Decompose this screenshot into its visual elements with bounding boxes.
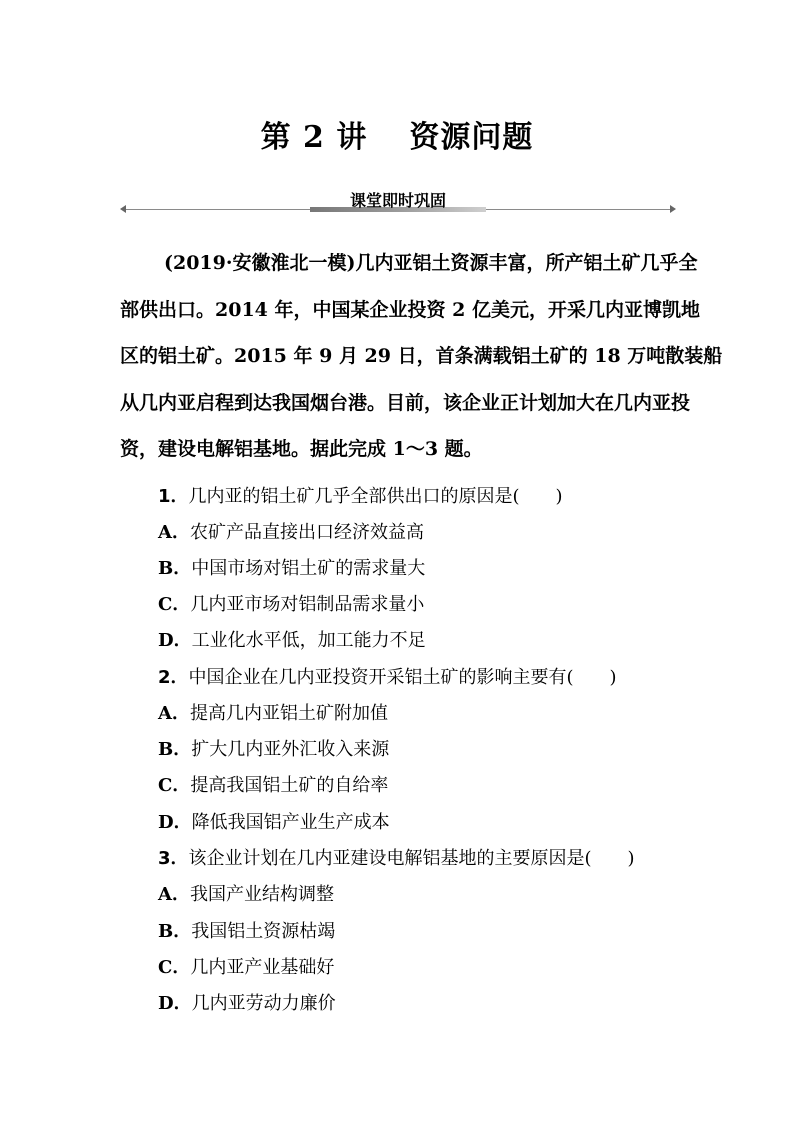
lesson-number: 第 2 讲: [260, 120, 368, 155]
question-2-option-b[interactable]: B．扩大几内亚外汇收入来源: [158, 739, 390, 760]
page-title: [0, 112, 794, 156]
intro-line: 部供出口。2014 年，中国某企业投资 2 亿美元，开采几内亚博凯地: [120, 298, 700, 321]
question-3-option-b[interactable]: B．我国铝土资源枯竭: [158, 921, 336, 942]
intro-line: 从几内亚启程到达我国烟台港。目前，该企业正计划加大在几内亚投: [120, 391, 691, 414]
question-1-option-c[interactable]: C．几内亚市场对铝制品需求量小: [158, 594, 425, 615]
section-banner: [120, 188, 676, 214]
lesson-topic: 资源问题: [409, 120, 534, 155]
question-2-stem: 2．中国企业在几内亚投资开采铝土矿的影响主要有( ): [158, 667, 617, 688]
question-1-stem: 1．几内亚的铝土矿几乎全部供出口的原因是( ): [158, 486, 563, 507]
question-3-option-a[interactable]: A．我国产业结构调整: [158, 884, 334, 905]
intro-line: (2019·安徽淮北一模)几内亚铝土资源丰富，所产铝土矿几乎全: [164, 252, 698, 274]
intro-line: 资，建设电解铝基地。据此完成 1～3 题。: [120, 438, 483, 460]
section-label: 课堂即时巩固: [349, 191, 446, 210]
intro-line: 区的铝土矿。2015 年 9 月 29 日，首条满载铝土矿的 18 万吨散装船: [120, 345, 723, 367]
question-2-option-d[interactable]: D．降低我国铝产业生产成本: [158, 812, 390, 833]
question-3-option-d[interactable]: D．几内亚劳动力廉价: [158, 993, 336, 1014]
question-1-option-a[interactable]: A．农矿产品直接出口经济效益高: [158, 522, 424, 543]
question-2-option-a[interactable]: A．提高几内亚铝土矿附加值: [158, 703, 388, 724]
question-1-option-d[interactable]: D．工业化水平低，加工能力不足: [158, 630, 426, 651]
question-3-option-c[interactable]: C．几内亚产业基础好: [158, 957, 335, 978]
intro-paragraph: [120, 240, 723, 473]
question-1-option-b[interactable]: B．中国市场对铝土矿的需求量大: [158, 558, 426, 579]
question-3-stem: 3．该企业计划在几内亚建设电解铝基地的主要原因是( ): [158, 848, 635, 869]
question-2-option-c[interactable]: C．提高我国铝土矿的自给率: [158, 775, 389, 796]
